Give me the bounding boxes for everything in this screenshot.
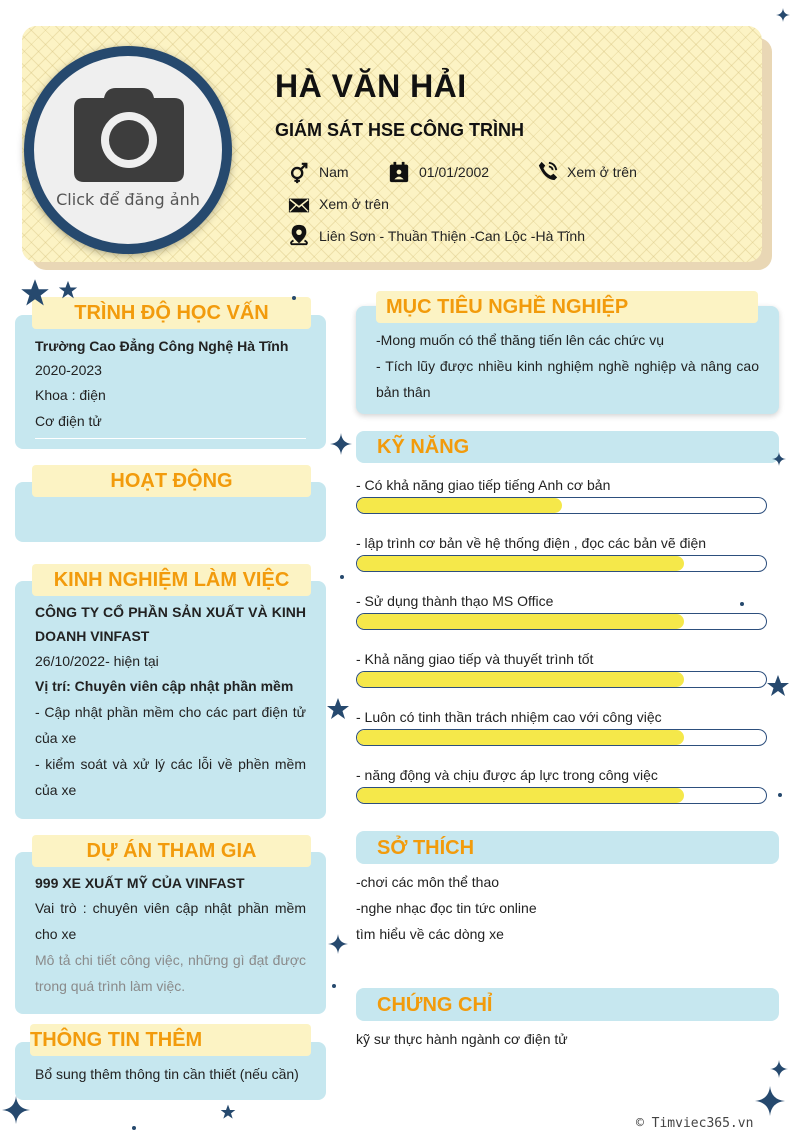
sparkle-icon <box>755 1086 785 1116</box>
activities-title: HOẠT ĐỘNG <box>32 465 311 497</box>
experience-duty-1: - Cập nhật phần mềm cho các part điện tử của xe <box>35 704 306 746</box>
footer-copyright: © Timviec365.vn <box>636 1116 754 1131</box>
sparkle-icon <box>772 452 786 466</box>
star-icon <box>326 697 350 721</box>
experience-duty-2: - kiểm soát và xử lý các lỗi về phền mềm của xe <box>35 756 306 798</box>
divider <box>35 438 306 439</box>
dot <box>778 793 782 797</box>
location-icon <box>288 224 310 246</box>
education-school: Trường Cao Đẳng Công Nghệ Hà Tĩnh <box>35 338 289 354</box>
experience-company: CÔNG TY CỔ PHẦN SẢN XUẤT VÀ KINH DOANH VINFAST <box>35 604 306 644</box>
hobby-line-2: -nghe nhạc đọc tin tức online <box>356 900 537 916</box>
skill-bar-fill <box>357 672 684 687</box>
skill-bar-fill <box>357 614 684 629</box>
skill-bar <box>356 613 767 630</box>
hobby-line-3: tìm hiểu về các dòng xe <box>356 926 504 942</box>
skill-label: - Có khả năng giao tiếp tiếng Anh cơ bản <box>356 477 611 493</box>
dot <box>332 984 336 988</box>
sparkle-icon <box>328 934 348 954</box>
skill-label: - Luôn có tinh thần trách nhiệm cao với công việc <box>356 709 662 725</box>
dot <box>292 296 296 300</box>
skill-bar-fill <box>357 498 562 513</box>
address-value: Liên Sơn - Thuần Thiện -Can Lộc -Hà Tĩnh <box>319 228 585 244</box>
skill-bar-fill <box>357 788 684 803</box>
job-title: GIÁM SÁT HSE CÔNG TRÌNH <box>275 120 525 140</box>
dot <box>340 575 344 579</box>
certificate-line-1: kỹ sư thực hành ngành cơ điện tử <box>356 1031 568 1047</box>
certificates-title: CHỨNG CHỈ <box>377 994 493 1016</box>
gender-value: Nam <box>319 164 349 180</box>
skill-bar <box>356 671 767 688</box>
star-icon <box>20 278 50 308</box>
camera-icon <box>74 86 184 182</box>
avatar-upload-text[interactable]: Click để đăng ảnh <box>56 190 200 209</box>
objective-line-2: - Tích lũy được nhiều kinh nghiệm nghề nghiệp và nâng cao bản thân <box>376 358 759 400</box>
skill-label: - lập trình cơ bản về hệ thống điện , đọc các bản vẽ điện <box>356 535 707 551</box>
skill-bar <box>356 787 767 804</box>
sparkle-icon <box>770 1060 788 1078</box>
experience-position: Vị trí: Chuyên viên cập nhật phần mềm <box>35 678 294 694</box>
sparkle-icon <box>330 433 352 455</box>
email-icon <box>288 194 310 216</box>
more-info-text: Bổ sung thêm thông tin cần thiết (nếu cần) <box>35 1066 299 1082</box>
objective-title: MỤC TIÊU NGHỀ NGHIỆP <box>376 291 758 323</box>
skill-label: - Sử dụng thành thạo MS Office <box>356 593 554 609</box>
hobby-line-1: -chơi các môn thể thao <box>356 874 500 890</box>
phone-icon <box>537 160 559 182</box>
more-info-title: THÔNG TIN THÊM <box>30 1024 311 1056</box>
skill-bar <box>356 555 767 572</box>
education-title: TRÌNH ĐỘ HỌC VẤN <box>32 297 311 329</box>
candidate-name: HÀ VĂN HẢI <box>275 68 467 104</box>
objective-line-1: -Mong muốn có thể thăng tiến lên các chức vụ <box>376 332 664 348</box>
sparkle-icon <box>2 1096 30 1124</box>
star-icon <box>766 674 790 698</box>
skill-bar-fill <box>357 556 684 571</box>
skill-bar <box>356 729 767 746</box>
skill-label: - Khả năng giao tiếp và thuyết trình tốt <box>356 651 594 667</box>
star-icon <box>220 1104 236 1120</box>
dot <box>132 1126 136 1130</box>
education-years: 2020-2023 <box>35 362 102 378</box>
projects-title: DỰ ÁN THAM GIA <box>32 835 311 867</box>
dot <box>740 602 744 606</box>
skill-bar <box>356 497 767 514</box>
hobbies-title: SỞ THÍCH <box>377 837 475 859</box>
gender-icon <box>288 162 310 184</box>
experience-period: 26/10/2022- hiện tại <box>35 653 159 669</box>
project-name: 999 XE XUẤT MỸ CỦA VINFAST <box>35 875 245 891</box>
education-major: Cơ điện tử <box>35 413 102 429</box>
email-value: Xem ở trên <box>319 196 389 212</box>
phone-value: Xem ở trên <box>567 164 637 180</box>
skills-title: KỸ NĂNG <box>377 436 470 458</box>
skill-label: - năng động và chịu được áp lực trong công việc <box>356 767 658 783</box>
calendar-icon <box>388 161 410 183</box>
birthday-value: 01/01/2002 <box>419 164 490 180</box>
skill-bar-fill <box>357 730 684 745</box>
education-faculty: Khoa : điện <box>35 387 106 403</box>
star-icon <box>58 280 78 300</box>
experience-title: KINH NGHIỆM LÀM VIỆC <box>32 564 311 596</box>
project-description: Mô tả chi tiết công việc, những gì đạt được trong quá trình làm việc. <box>35 952 306 994</box>
project-role: Vai trò : chuyên viên cập nhật phần mềm cho xe <box>35 900 306 942</box>
sparkle-icon <box>776 8 790 22</box>
